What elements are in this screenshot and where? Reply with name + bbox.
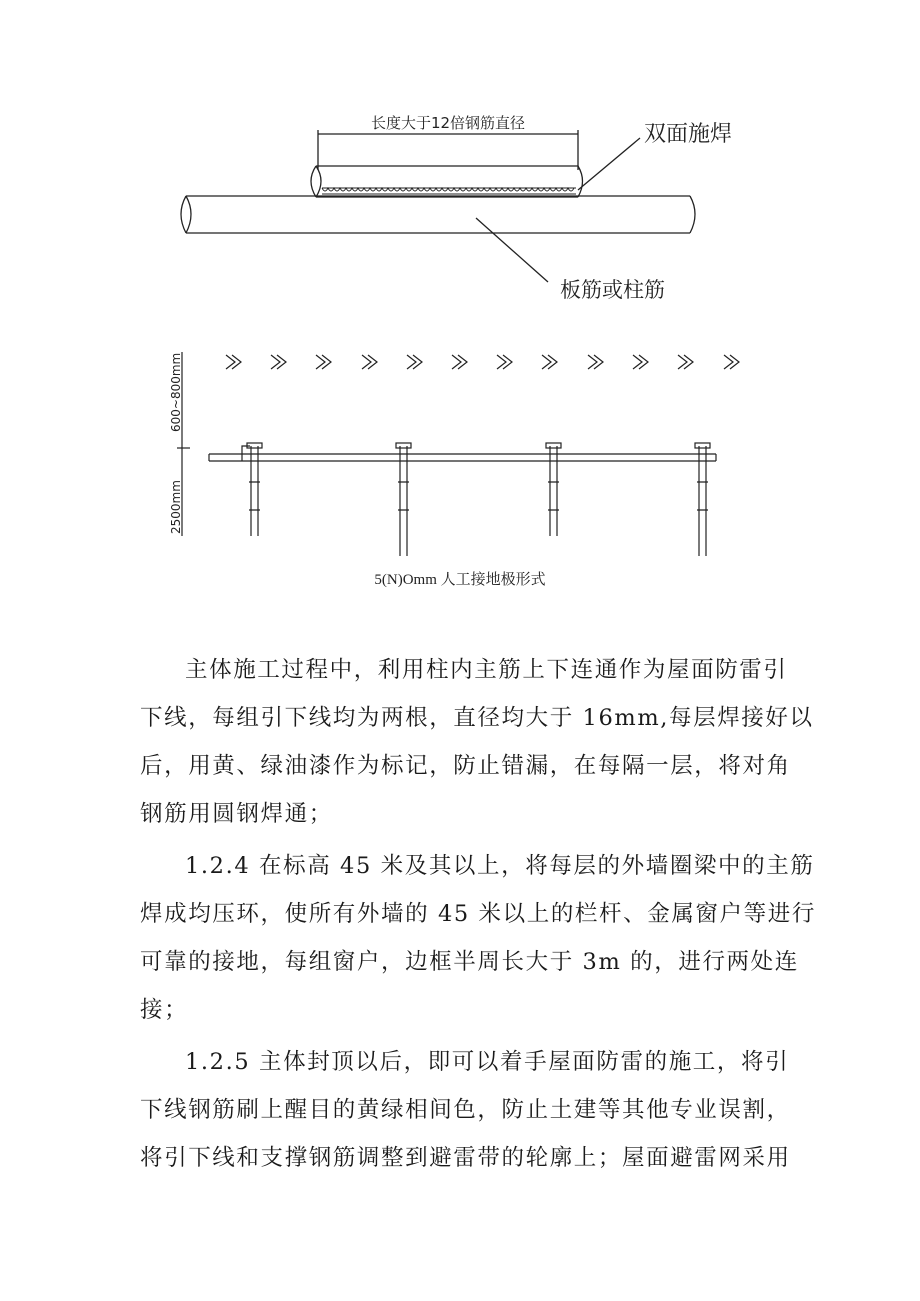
text-line: 可靠的接地，每组窗户，边框半周长大于 3m 的，进行两处连 <box>140 949 799 975</box>
paragraph-1-2-4 <box>140 842 816 1034</box>
bar-leader-line <box>476 218 548 282</box>
electrode-rod <box>546 443 561 536</box>
text-line: 钢筋用圆钢焊通； <box>140 801 333 827</box>
figure-caption: 5(N)Omm 人工接地极形式 <box>374 572 546 588</box>
text-line: 后，用黄、绿油漆作为标记，防止错漏，在每隔一层，将对角 <box>140 753 791 779</box>
upper-rebar <box>311 166 583 197</box>
electrode-rod <box>242 443 262 536</box>
weld-diagram <box>181 130 695 282</box>
text-line: 下线钢筋刷上醒目的黄绿相间色，防止土建等其他专业误割， <box>140 1097 791 1123</box>
paragraph-downconductor <box>140 646 814 838</box>
paragraph-1-2-5 <box>140 1038 800 1182</box>
text-line: 将引下线和支撑钢筋调整到避雷带的轮廓上；屋面避雷网采用 <box>140 1145 791 1171</box>
text-line: 接； <box>140 997 189 1023</box>
bar-label: 板筋或柱筋 <box>560 278 665 302</box>
weld-leader-line <box>578 138 640 190</box>
text-line: 1.2.5 主体封顶以后，即可以着手屋面防雷的施工，将引 <box>185 1049 790 1075</box>
lower-rebar <box>181 196 695 233</box>
ground-surface-hatching <box>226 355 739 369</box>
text-line: 焊成均压环，使所有外墙的 45 米以上的栏杆、金属窗户等进行 <box>140 901 816 927</box>
electrode-length-label: 2500mm <box>169 480 183 534</box>
text-line: 1.2.4 在标高 45 米及其以上，将每层的外墙圈梁中的主筋 <box>185 853 815 879</box>
grounding-diagram <box>177 352 739 556</box>
text-line: 主体施工过程中，利用柱内主筋上下连通作为屋面防雷引 <box>185 657 788 683</box>
welding-and-grounding-figures <box>0 0 920 600</box>
electrode-rod <box>396 443 411 556</box>
connecting-flat-bar <box>209 454 716 461</box>
dimension-label: 长度大于12倍钢筋直径 <box>370 114 526 132</box>
electrode-rod <box>695 443 710 556</box>
depth-label: 600~800mm <box>169 352 183 432</box>
text-line: 下线，每组引下线均为两根，直径均大于 16mm,每层焊接好以 <box>140 705 814 731</box>
weld-bead <box>322 188 576 194</box>
weld-label: 双面施焊 <box>644 122 733 147</box>
